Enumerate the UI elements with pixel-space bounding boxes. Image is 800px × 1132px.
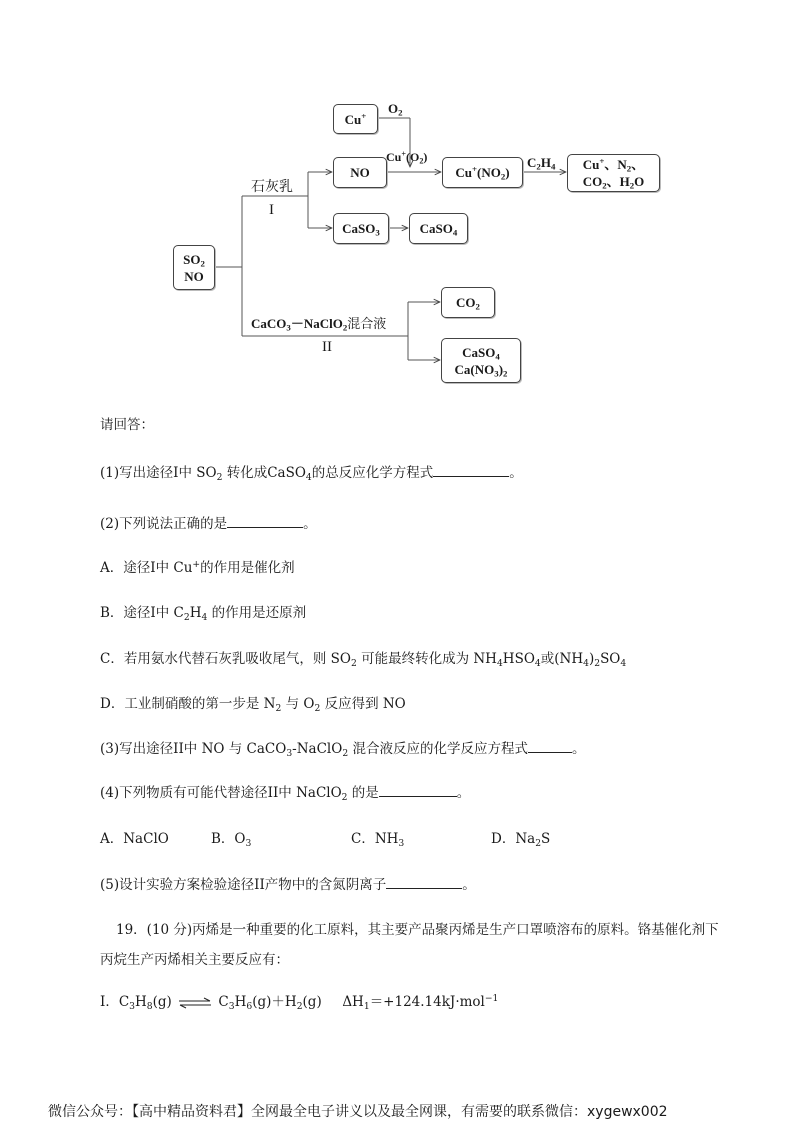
- reaction-pathway-diagram: [0, 0, 800, 400]
- answer-blank-5[interactable]: [386, 876, 462, 889]
- question-3: (3)写出途径II中 NO 与 CaCO$_3$-NaClO$_2$ 混合液反应的化学反应方程式 。: [100, 741, 586, 759]
- question-1: (1)写出途径I中 $SO_2$ 转化成CaSO$_4$的总反应化学方程式 。: [100, 465, 523, 483]
- cu-plus-box: Cu+: [333, 104, 378, 134]
- reaction-equation: I．$C_3H_8(g)$ $C_3H_6(g)+H_2(g)$ $\Delta H_1=+124.14kJ\cdot mol^{-1}$: [100, 992, 499, 1012]
- co2-box: $CO_2$: [441, 287, 495, 318]
- question-19-line1: 19．(10 分)丙烯是一种重要的化工原料，其主要产品聚丙烯是生产口罩喷溶布的原料。铬基催化剂下: [116, 922, 719, 938]
- c2h4-label: $C_2H_4$: [527, 155, 556, 172]
- cu-no2-box: $Cu^+(NO_2)$: [442, 157, 523, 188]
- equilibrium-arrow-icon: [178, 997, 212, 1009]
- q4-option-a: A．NaClO: [100, 831, 169, 847]
- option-a: A．途径I中 Cu+的作用是催化剂: [100, 558, 295, 576]
- answer-blank-4[interactable]: [379, 784, 457, 797]
- q4-option-b: B．$O_3$: [211, 831, 252, 849]
- question-4: (4)下列物质有可能代替途径II中 NaClO$_2$ 的是 。: [100, 785, 471, 803]
- route2-numeral: II: [322, 339, 332, 355]
- prompt-text: 请回答：: [100, 417, 154, 433]
- option-c: C．若用氨水代替石灰乳吸收尾气，则 $SO_2$ 可能最终转化成为 $NH_4HSO_4$或$(NH_4)_2SO_4$: [100, 651, 627, 669]
- cu-o2-arrow-label: $Cu^+(O_2)$: [386, 149, 428, 166]
- option-d: D．工业制硝酸的第一步是 $N_2$ 与 $O_2$ 反应得到 NO: [100, 696, 406, 714]
- footer-text: 微信公众号：【高中精品资料君】全网最全电子讲义以及最全网课，有需要的联系微信：xygewx002: [48, 1104, 668, 1120]
- question-2: (2)下列说法正确的是 。: [100, 516, 317, 532]
- final-products-box: Cu+、$N_2$、 $CO_2$、$H_2O$: [567, 154, 660, 192]
- source-box: $SO_2$ NO: [173, 245, 215, 290]
- route1-numeral: I: [269, 202, 274, 218]
- q4-option-c: C．$NH_3$: [351, 831, 405, 849]
- route1-label: 石灰乳: [251, 179, 293, 195]
- answer-blank-2[interactable]: [227, 515, 303, 528]
- caso3-box: CaSO$_3$: [333, 213, 389, 244]
- caso4-cano3-box: CaSO$_4$ $Ca(NO_3)_2$: [441, 338, 521, 383]
- question-19-line2: 丙烷生产丙烯相关主要反应有：: [100, 952, 289, 968]
- answer-blank-3[interactable]: [528, 740, 572, 753]
- question-5: (5)设计实验方案检验途径II产物中的含氮阴离子 。: [100, 877, 476, 893]
- route2-label: CaCO$_3$－NaClO$_2$混合液: [251, 316, 387, 333]
- caso4-box: CaSO$_4$: [409, 213, 468, 244]
- option-b: B．途径I中 $C_2H_4$ 的作用是还原剂: [100, 605, 307, 623]
- q4-option-d: D．$Na_2S$: [491, 831, 551, 849]
- o2-label: $O_2$: [388, 101, 403, 118]
- answer-blank-1[interactable]: [433, 464, 509, 477]
- no-box: NO: [333, 157, 387, 188]
